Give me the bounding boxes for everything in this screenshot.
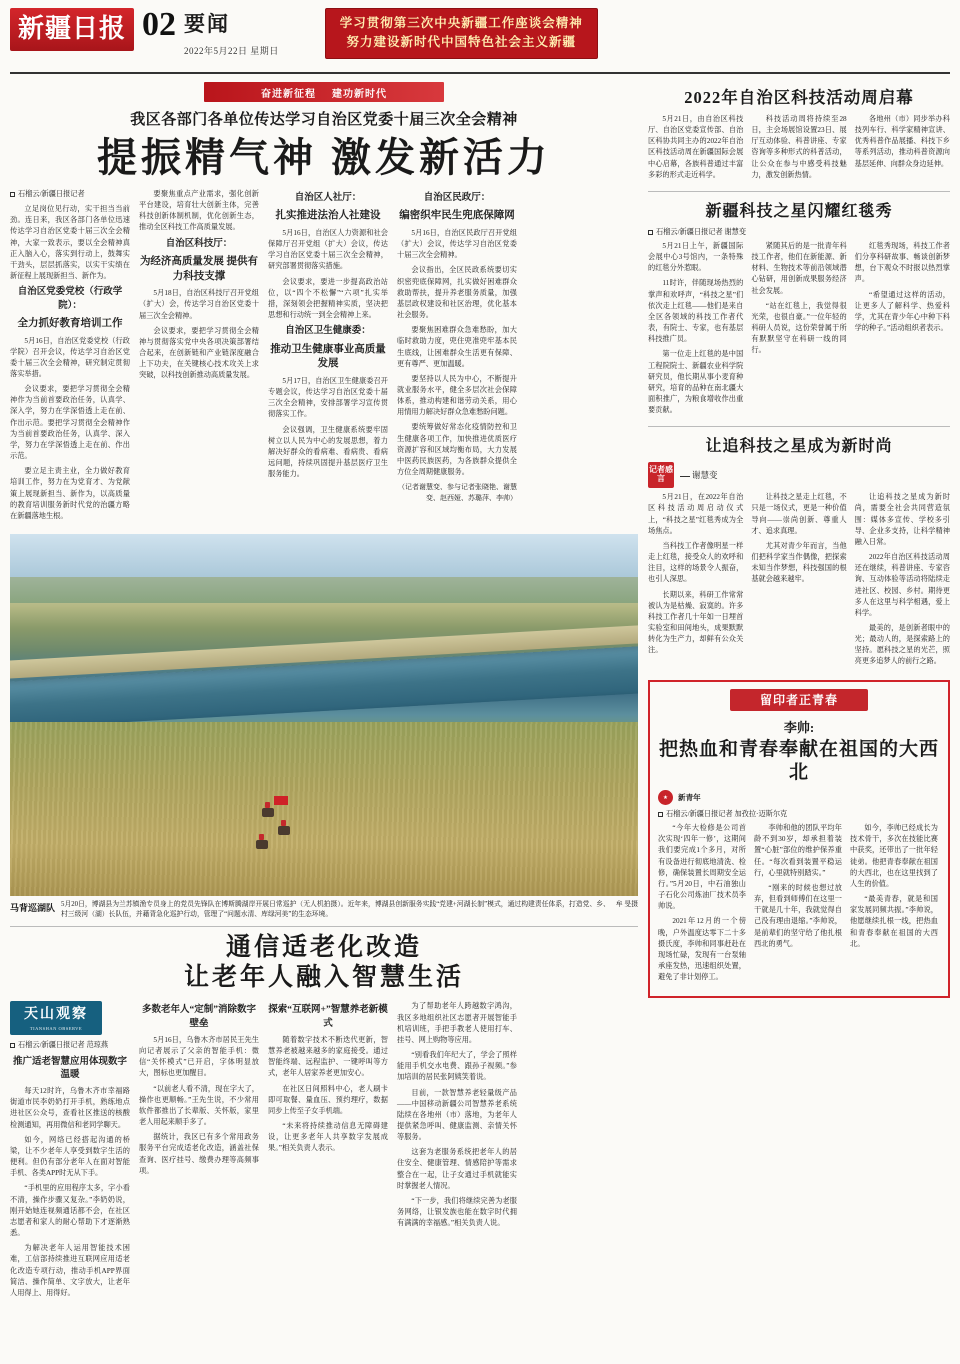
sub1-title: 自治区党委党校（行政学院）： bbox=[17, 287, 123, 311]
story3-p1: 当科技工作者像明星一样走上红毯，接受众人的欢呼和注目，这样的场景令人振奋，也引人深思。 bbox=[648, 541, 744, 584]
f2-sub2-p3: 据统计，我区已有多个常用政务服务平台完成适老化改造，涵盖社保查询、医疗挂号、缴费办理等高频事项。 bbox=[139, 1133, 259, 1175]
story3-columns bbox=[648, 492, 950, 671]
bullet-square bbox=[10, 192, 15, 197]
boxed-story-headline: 把热血和青春奉献在祖国的大西北 bbox=[658, 738, 939, 784]
story2-p6: 红毯秀现场，科技工作者们分享科研故事、畅谈创新梦想，台下观众不时报以热烈掌声。 bbox=[854, 241, 950, 284]
feature2-columns bbox=[10, 1001, 638, 1303]
masthead-divider bbox=[10, 72, 950, 74]
lead-col-4 bbox=[397, 189, 517, 526]
f2-tail-p1: 为了帮助老年人跨越数字鸿沟，我区多地组织社区志愿者开展智能手机培训班，手把手教老人使用打车、挂号、网上购物等应用。 bbox=[397, 1002, 517, 1044]
boxed-col-2 bbox=[754, 823, 842, 987]
f2-tail-p4: 这套为老服务系统把老年人的居住安全、健康管理、情感陪护等需求整合在一起，让子女通过手机就能实时掌握老人情况。 bbox=[397, 1148, 517, 1190]
photo-reeds bbox=[10, 722, 638, 896]
story2-col-3 bbox=[855, 241, 950, 420]
feature2-col-4 bbox=[397, 1001, 517, 1303]
boxed-col-3 bbox=[850, 823, 938, 987]
lake-patrol-photo bbox=[10, 534, 638, 896]
sub4-headline: 推动卫生健康事业高质量发展 bbox=[270, 343, 386, 370]
reporter-note-header bbox=[648, 462, 950, 488]
sub3-para-2: 会议要求，要进一步提高政治站位，以“四个不松懈”“六项”扎实举措，深刻领会把握精神实质，坚决把思想和行动统一到全会精神上来。 bbox=[268, 277, 388, 320]
lead-article-columns bbox=[10, 189, 638, 526]
f2-sub2-p2: “以前老人看不清，现在字大了，操作也更顺畅。”王先生说，不少常用软件都推出了长辈版、关怀版，家里老人用起来顺手多了。 bbox=[139, 1084, 259, 1127]
story1-p1: 5月21日，由自治区科技厅、自治区党委宣传部、自治区科协共同主办的2022年自治区科技活动周在新疆国际会展中心启幕，各族科普通过丰富多彩的形式走近科学。 bbox=[648, 115, 744, 179]
story3-col-1 bbox=[648, 492, 743, 671]
red-flag-icon bbox=[274, 796, 288, 805]
f2-tail-p2: “别看我们年纪大了，学会了照样能用手机交水电费、跟孙子视频。”参加培训的居民张阿姨笑着说。 bbox=[397, 1051, 517, 1082]
badge-subtitle: TIANSHAN OBSERVE bbox=[29, 1025, 83, 1031]
bullet-square bbox=[658, 812, 663, 817]
feature2-head-1: 通信适老化改造 bbox=[225, 934, 422, 962]
story2-col-1 bbox=[648, 241, 743, 420]
sub5-para-3: 要聚焦困难群众急难愁盼，加大临时救助力度，兜住兜准兜牢基本民生底线，让困难群众生活更有保障、更有尊严、更加温暖。 bbox=[397, 326, 517, 368]
boxed-story-person: 李帅: bbox=[783, 719, 815, 735]
bullet-square bbox=[10, 1043, 15, 1048]
story2-p2: 11时许，伴随现场热烈的掌声和欢呼声，“科技之星”们依次走上红毯——他们是来自全区各领域的科技工作者代表，有院士、专家，也有基层科技推广员。 bbox=[648, 279, 744, 344]
f2-sub2-p1: 5月16日，乌鲁木齐市居民王先生向记者展示了父亲的智能手机：微信“关怀模式”已开启，字体明显放大，图标也更加醒目。 bbox=[139, 1036, 259, 1078]
story3-p2: 长期以来，科研工作常常被认为是枯燥、寂寞的。许多科技工作者几十年如一日埋首实验室和田间地头，成果默默转化为生产力，却鲜有公众关注。 bbox=[648, 590, 744, 655]
f2-sub3-p3: “未来将持续推动信息无障碍建设，让更多老年人共享数字发展成果。”相关负责人表示。 bbox=[268, 1122, 388, 1153]
tianshan-observe-badge bbox=[10, 1001, 102, 1035]
banner-line-2: 努力建设新时代中国特色社会主义新疆 bbox=[346, 34, 577, 49]
feature2-col-3 bbox=[268, 1001, 388, 1303]
lead-para: 立足岗位见行动，实干担当当前劲。连日来，我区各部门各单位迅速传达学习自治区党委十届三次全会精神，大家一致表示，要以全会精神真正入脑入心，落实到行动上，鼓舞实干劲头，层层抓落实，以实干实绩在新征程上展现新担当、新作为。 bbox=[10, 205, 130, 281]
sub2-headline: 为经济高质量发展 提供有力科技支撑 bbox=[139, 255, 259, 282]
story2-p7: “希望通过这样的活动，让更多人了解科学、热爱科学，尤其在青少年心中种下科学的种子。”活动组织者表示。 bbox=[854, 290, 950, 333]
bullet-square bbox=[648, 230, 653, 235]
page-number: 02 bbox=[142, 6, 177, 43]
f2-sub3-p1: 随着数字技术不断迭代更新，智慧养老被越来越多的家庭接受。通过智能终端、远程监护、一键呼叫等方式，老年人居家养老更加安心。 bbox=[268, 1036, 388, 1078]
boxed-p5: 如今，李帅已经成长为技术骨干，多次在技能比赛中获奖，还带出了一批年轻徒弟。他把青春奉献在祖国的大西北，也在这里找到了人生的价值。 bbox=[850, 824, 938, 888]
lead-headline: 提振精气神 激发新活力 bbox=[97, 135, 551, 180]
sub1-para-2: 会议要求，要把学习贯彻全会精神作为当前首要政治任务，认真学、深入学，努力在学深悟透上走在前、作出示范。要把学习贯彻全会精神作为当前首要政治任务，认真学、深入学，努力在学深悟透上走在前、作出示范。 bbox=[10, 385, 130, 461]
story1-p3: 各地州（市）同步举办科技列车行、科学家精神宣讲、优秀科普作品展播、科技下乡等系列活动，推动科普资源向基层延伸、向群众身边延伸。 bbox=[854, 115, 950, 168]
story1-columns bbox=[648, 114, 950, 185]
feature2-head-2: 让老年人融入智慧生活 bbox=[183, 964, 464, 992]
f2-sub3-p2: 在社区日间照料中心，老人刷卡即可取餐、量血压、预约理疗，数据同步上传至子女手机端。 bbox=[268, 1084, 388, 1115]
lead-credit: （记者谢慧变、参与记者张晓艳、谢慧变、赵西娅、苏璐萍、李帅） bbox=[398, 483, 517, 503]
boxed-p2: 2021年12月的一个傍晚，户外温度达零下二十多摄氏度，李帅和同事赶赴在现场忙碌，发现有一台泵轴承座发热，迅速组织处置，避免了非计划停工。 bbox=[658, 917, 746, 982]
sub1-para-1: 5月16日，自治区党委党校（行政学院）召开会议，传达学习自治区党委十届三次全会精神，研究制定贯彻落实举措。 bbox=[10, 336, 130, 378]
boxed-story-subbadge-row bbox=[658, 790, 940, 805]
boxed-p3: 李帅和他的团队平均年龄不到30岁，却承担着装置“心脏”部位的维护保养重任。“每次看到装置平稳运行，心里就特别踏实。” bbox=[754, 824, 842, 877]
story2-title: 新疆科技之星闪耀红毯秀 bbox=[705, 202, 893, 220]
story1-col-3 bbox=[855, 114, 950, 185]
f2-sub1-p4: 为解决老年人运用智能技术困难，工信部持续推进互联网应用适老化改造专项行动，推动手机APP界面简洁、操作简单、文字放大，让老年人用得上、用得好。 bbox=[10, 1244, 130, 1297]
photo-sky bbox=[10, 534, 638, 581]
story2-divider bbox=[648, 191, 950, 192]
reporter-note-badge: 记者感言 bbox=[648, 462, 674, 488]
lead-col-3 bbox=[268, 189, 388, 526]
f2-sub3-title: 探索“互联网+”智慧养老新模式 bbox=[268, 1005, 388, 1029]
ribbon-left-label: 奋进新征程 bbox=[261, 88, 316, 100]
feature-2 bbox=[10, 933, 638, 1303]
feature2-col-2 bbox=[139, 1001, 259, 1303]
story3-p5: 让追科技之星成为新时尚，需要全社会共同营造氛围：媒体多宣传、学校多引导、企业多支持，让科学精神融入日常。 bbox=[854, 493, 950, 546]
story1-col-1 bbox=[648, 114, 743, 185]
story3-divider bbox=[648, 426, 950, 427]
sub5-para-2: 会议指出，全区民政系统要切实织密兜底保障网，扎实做好困难群众救助帮扶，提升养老服务质量，加强基层政权建设和社区治理，优化基本社会服务。 bbox=[397, 266, 517, 320]
story1-col-2 bbox=[751, 114, 846, 185]
boxed-story-tag: 留印者正青春 bbox=[730, 689, 868, 711]
photo-far-bank bbox=[10, 577, 638, 602]
story3-p4: 尤其对青少年而言，当他们把科学家当作偶像，把探索未知当作梦想，科技强国的根基就会越来越牢。 bbox=[751, 541, 847, 584]
lead-col-2 bbox=[139, 189, 259, 526]
story2-byline: 石榴云/新疆日报记者 谢慧变 bbox=[648, 227, 950, 237]
f2-sub1-p1: 每天12时许，乌鲁木齐市幸福路街道市民李奶奶打开手机，熟练地点进社区公众号，查看社区推送的核酸检测通知，再用微信和老同学聊天。 bbox=[10, 1087, 130, 1129]
sub2-para-2: 会议要求，要把学习贯彻全会精神与贯彻落实党中央各项决策部署结合起来，在创新链和产业链深度融合上下功夫，在关键核心技术攻关上求突破，以科技创新推动高质量发展。 bbox=[139, 326, 259, 380]
sub3-para-3: 要坚持以人民为中心，不断提升就业服务水平，健全多层次社会保障体系，推动构建和谐劳动关系，用心用情用力解决好群众急难愁盼问题。 bbox=[397, 374, 517, 417]
boxed-story-columns bbox=[658, 823, 940, 987]
f2-sub2-title: 多数老年人“定制”消除数字壁垒 bbox=[141, 1005, 256, 1029]
story3-p7: 最美的，是创新者眼中的光；最动人的，是探索路上的坚持。愿科技之星的光芒，照亮更多追梦人的前行之路。 bbox=[854, 624, 950, 666]
story3-dateline: 5月21日，在2022年自治区科技活动周启动仪式上，“科技之星”红毯秀成为全场焦点。 bbox=[648, 493, 744, 535]
sub4-title: 自治区卫生健康委： bbox=[285, 326, 371, 337]
sub5-headline: 编密织牢民生兜底保障网 bbox=[399, 210, 515, 222]
section-title: 要闻 bbox=[184, 12, 231, 36]
story3-p6: 2022年自治区科技活动周还在继续，科普讲座、专家咨询、互动体验等活动将陆续走进社区、校园、乡村。期待更多人在这里与科学相遇，爱上科学。 bbox=[854, 553, 950, 617]
caption-text: 牟 旻摄 5月20日，博湖县为兰苏镇渔专员身上的党员先锋队在博斯腾湖岸开展日常巡护（无人机拍摄）。近年来，博湖县创新服务实践“党建+河湖长制”模式，通过构建责任体系，打造党、乡、村三级河（湖）长队伍，并藉背急化巡护行动，管理了“问题水清、库绿河美”的生态环境。 bbox=[61, 901, 638, 919]
story2-columns bbox=[648, 241, 950, 420]
lead-col-1 bbox=[10, 189, 130, 526]
story3-p3: 让科技之星走上红毯，不只是一场仪式，更是一种价值导向——崇尚创新、尊重人才、追求真理。 bbox=[751, 493, 847, 535]
sub2-title: 自治区科技厅： bbox=[165, 238, 233, 249]
right-column bbox=[648, 80, 950, 1303]
f2-sub1-p3: “手机里的应用程序太多，字小看不清，操作步骤又复杂。”李奶奶说，刚开始她连视频通话都不会，在社区志愿者和家人的耐心帮助下才逐渐熟悉。 bbox=[10, 1184, 130, 1238]
feature-divider bbox=[10, 926, 638, 927]
reporter-name: 谢慧变 bbox=[680, 469, 718, 481]
rider-figure bbox=[262, 802, 274, 818]
boxed-p4: “刚来的时候也想过放弃，但看到师傅们在这里一干就是几十年，我就觉得自己没有理由退缩。”李帅说，是前辈们的坚守给了他扎根西北的勇气。 bbox=[754, 883, 842, 948]
boxed-story-subbadge: 新青年 bbox=[678, 793, 701, 803]
story3-title: 让追科技之星成为新时尚 bbox=[705, 438, 893, 456]
f2-tail-p3: 目前，一款智慧养老轻量级产品——中国移动新疆公司智慧养老系统陆续在各地州（市）落地，为老年人提供紧急呼叫、健康监测、亲情关怀等服务。 bbox=[397, 1088, 517, 1142]
new-youth-icon: ★ bbox=[658, 790, 673, 805]
boxed-col-1 bbox=[658, 823, 746, 987]
f2-sub1-p2: 如今，网络已经搭起沟通的桥梁，让不少老年人享受到数字生活的便利。但仍有部分老年人在面对智能手机、各类APP时无从下手。 bbox=[10, 1135, 130, 1178]
rider-figure bbox=[256, 834, 268, 850]
story2-p3: 第一位走上红毯的是中国工程院院士、新疆农业科学院研究员，他长期从事小麦育种研究，培育的品种在南北疆大面积推广，为粮食增收作出重要贡献。 bbox=[648, 350, 744, 415]
sub4-para-1: 5月17日，自治区卫生健康委召开专题会议，传达学习自治区党委十届三次全会精神，安排部署学习宣传贯彻落实工作。 bbox=[268, 376, 388, 419]
lead-byline: 石榴云/新疆日报记者 bbox=[10, 189, 130, 200]
story2-p1: 5月21日上午，新疆国际会展中心3号馆内，一条特殊的红毯分外惹眼。 bbox=[648, 241, 744, 273]
feature2-col-1 bbox=[10, 1001, 130, 1303]
story2-p5: “站在红毯上，我觉得很光荣，也很自豪。”一位年轻的科研人员说，这份荣誉属于所有默默坚守在科研一线的同行。 bbox=[751, 301, 847, 355]
ribbon-right-label: 建功新时代 bbox=[332, 88, 387, 100]
sub3-title: 自治区人社厅： bbox=[294, 193, 362, 203]
sub4-para-3: 要统筹做好常态化疫情防控和卫生健康各项工作，加快推进优质医疗资源扩容和区域均衡布局，大力发展中医药民族医药，为各族群众提供全方位全周期健康服务。 bbox=[397, 423, 517, 477]
boxed-story-byline: 石榴云/新疆日报记者 加孜拉·迈斯尔克 bbox=[658, 809, 940, 819]
boxed-story bbox=[648, 680, 950, 999]
masthead bbox=[10, 8, 950, 66]
story3-col-3 bbox=[855, 492, 950, 671]
sub5-title: 自治区民政厅： bbox=[423, 193, 491, 203]
feature2-byline: 石榴云/新疆日报记者 范琼燕 bbox=[10, 1040, 130, 1051]
sub2-para-1: 5月18日，自治区科技厅召开党组（扩大）会，传达学习自治区党委十届三次全会精神。 bbox=[139, 289, 259, 320]
sub1-headline: 全力抓好教育培训工作 bbox=[17, 317, 123, 329]
boxed-p1: “今年大检修是公司首次实现‘四年一修’，这期间我们要完成1个多月，对所有设备进行彻底地清洗、检修，确保装置长周期安全运行。”5月20日，中石油独山子石化公司炼油厂技术员李帅说。 bbox=[658, 824, 746, 911]
story1-title: 2022年自治区科技活动周启幕 bbox=[684, 88, 914, 107]
caption-title: 马背巡湖队 bbox=[10, 903, 56, 914]
story3-col-2 bbox=[751, 492, 846, 671]
story2-p4: 紧随其后的是一批青年科技工作者，他们在新能源、新材料、生物技术等前沿领域潜心钻研，用创新成果服务经济社会发展。 bbox=[751, 241, 847, 295]
sub3-headline: 扎实推进法治人社建设 bbox=[275, 210, 381, 222]
boxed-p6: “最美青春，就是和国家发展同频共振。”李帅说，他愿继续扎根一线，把热血和青春奉献在祖国的大西北。 bbox=[850, 895, 938, 948]
issue-date: 2022年5月22日 星期日 bbox=[184, 46, 279, 56]
badge-title: 天山观察 bbox=[24, 1007, 88, 1023]
f2-tail-p5: “下一步，我们将继续完善为老服务网络，让银发族也能在数字时代拥有满满的幸福感。”相关负责人说。 bbox=[397, 1196, 517, 1228]
sub3-para-1: 5月16日，自治区人力资源和社会保障厅召开党组（扩大）会议，传达学习自治区党委十届三次全会精神，研究部署贯彻落实措施。 bbox=[268, 228, 388, 271]
sub4-para-2: 会议强调，卫生健康系统要牢固树立以人民为中心的发展思想，着力解决好群众的看病难、看病贵、看病远问题，持续巩固提升基层医疗卫生服务能力。 bbox=[268, 425, 388, 479]
sub2-extra-1: 要聚焦重点产业需求，强化创新平台建设，培育壮大创新主体，完善科技创新体制机制，优化创新生态，推动全区科技工作高质量发展。 bbox=[139, 190, 259, 232]
sub5-para-1: 5月16日，自治区民政厅召开党组（扩大）会议，传达学习自治区党委十届三次全会精神。 bbox=[397, 228, 517, 260]
photo-block bbox=[10, 534, 638, 920]
campaign-banner bbox=[325, 8, 598, 59]
sub1-para-3: 要立足主责主业，全力做好教育培训工作，努力在为党育才、为党献策上展现新担当、新作为，以高质量的教育培训服务新时代党的治疆方略在新疆落地生根。 bbox=[10, 467, 130, 520]
left-column bbox=[10, 80, 638, 1303]
banner-line-1: 学习贯彻第三次中央新疆工作座谈会精神 bbox=[339, 16, 583, 30]
lead-kicker: 我区各部门各单位传达学习自治区党委十届三次全会精神 bbox=[130, 112, 518, 128]
f2-sub1-title: 推广适老智慧应用体现数字温暖 bbox=[12, 1056, 127, 1080]
rider-figure bbox=[278, 820, 290, 836]
lead-ribbon bbox=[204, 82, 444, 102]
newspaper-logo: 新疆日报 bbox=[10, 8, 134, 51]
photo-credit: 牟 旻摄 bbox=[615, 901, 638, 909]
photo-caption bbox=[10, 900, 638, 920]
story1-p2: 科技活动周将持续至28日，主会场展馆设置23日、展厅互动体验、科普讲座、专家咨询等多种形式的科普活动，让公众在参与中感受科技魅力，激发创新热情。 bbox=[751, 115, 847, 179]
story2-col-2 bbox=[751, 241, 846, 420]
